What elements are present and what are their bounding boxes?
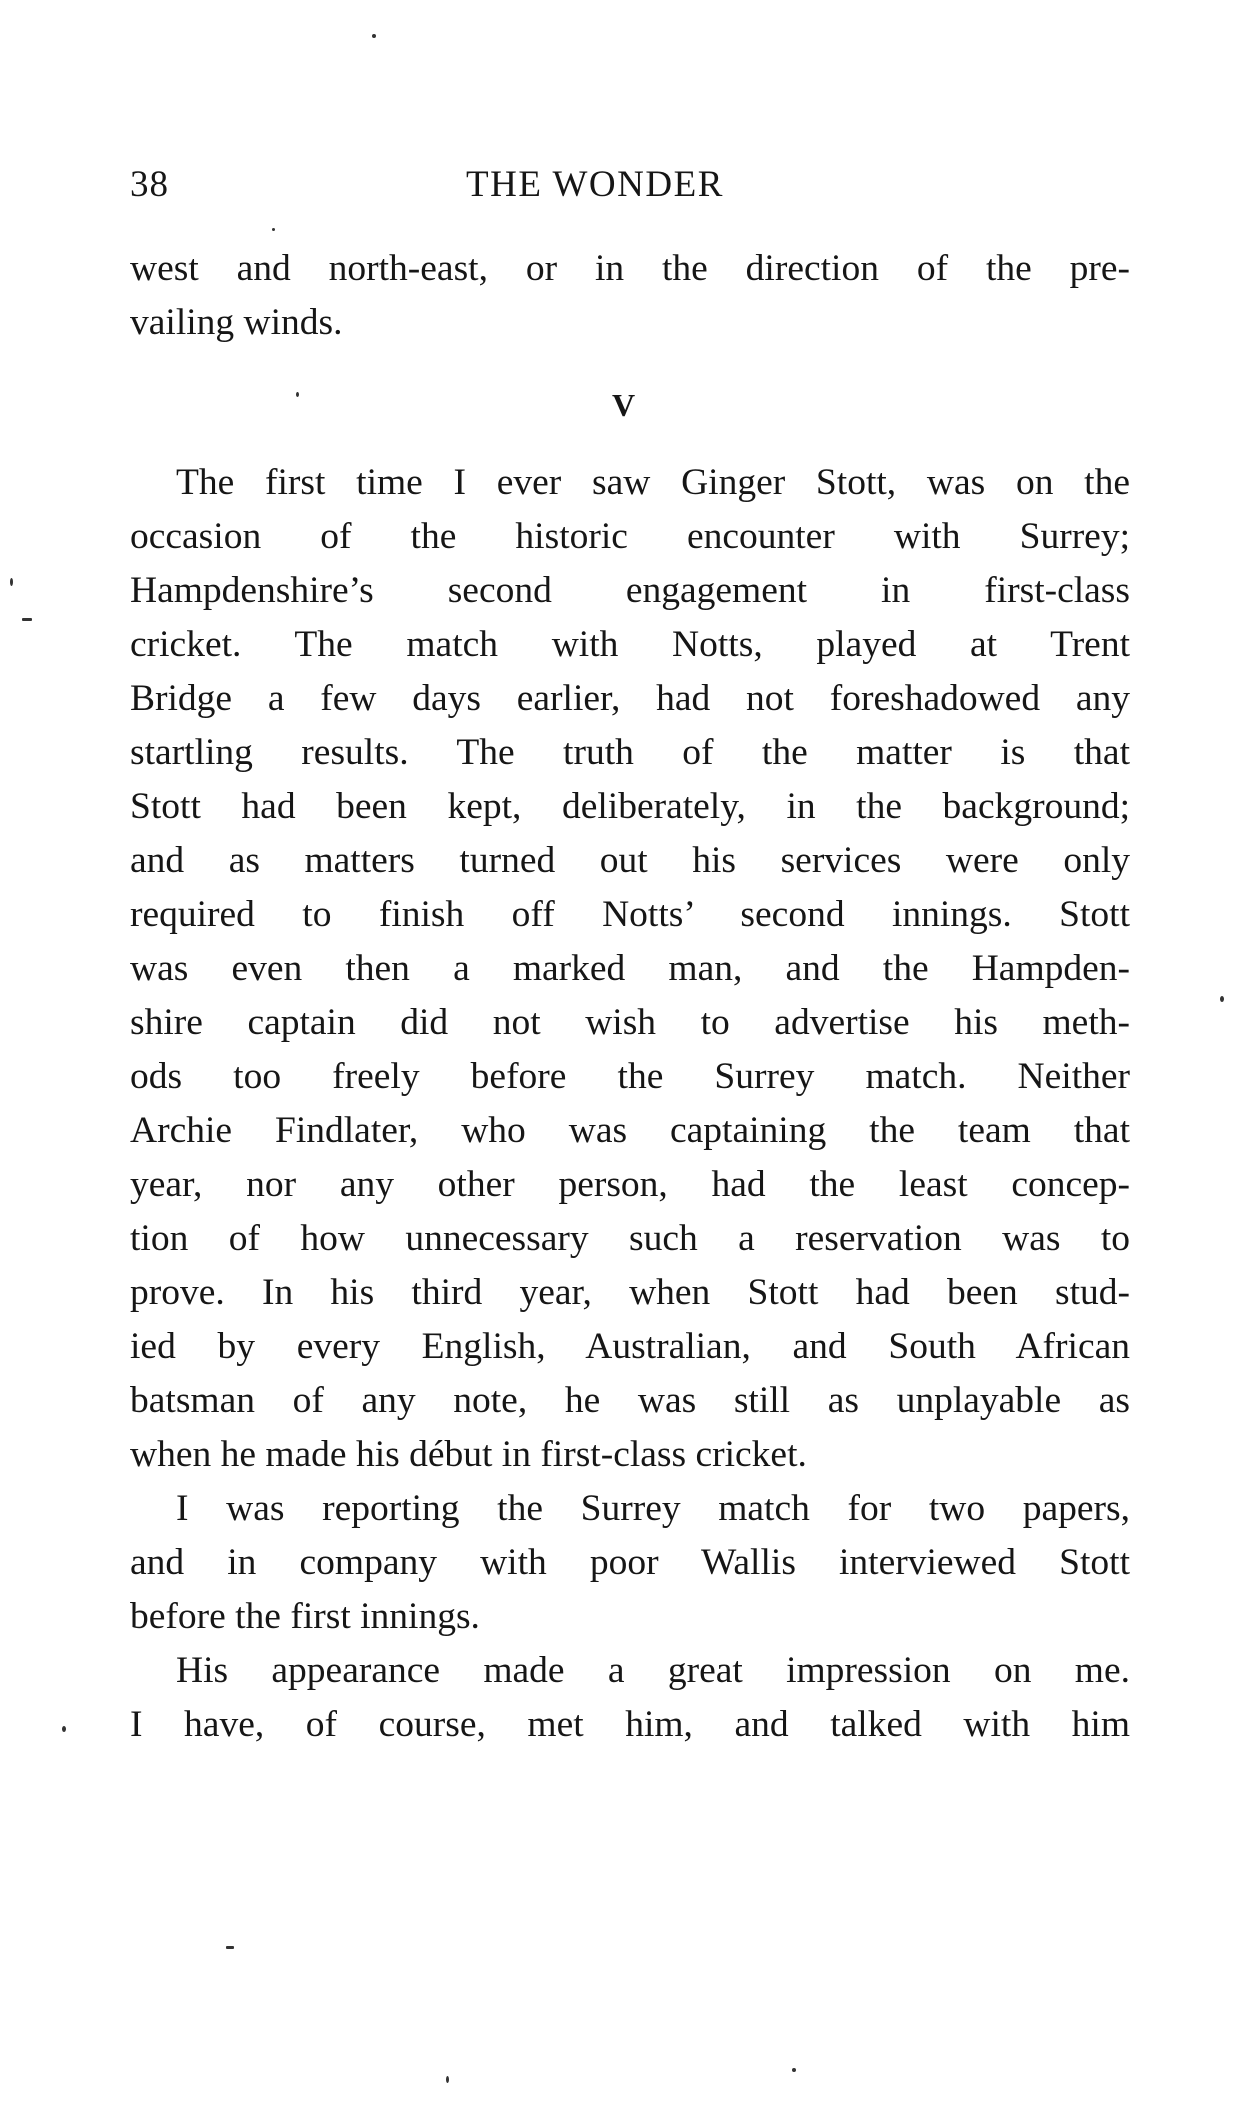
text-line: cricket. The match with Notts, played at Trent [130, 624, 1130, 665]
scan-speck [272, 228, 275, 231]
section-numeral: V [612, 387, 636, 423]
text-line: required to finish off Notts’ second innings. Stott [130, 894, 1130, 935]
text-line: Archie Findlater, who was captaining the team that [130, 1110, 1130, 1151]
text-line: Hampdenshire’s second engagement in first-class [130, 570, 1130, 611]
text-line: Stott had been kept, deliberately, in the background; [130, 786, 1130, 827]
text-line: tion of how unnecessary such a reservation was to [130, 1218, 1130, 1259]
text-line: prove. In his third year, when Stott had been stud- [130, 1272, 1130, 1313]
scan-speck [10, 578, 13, 586]
scan-speck [226, 1946, 234, 1949]
scan-speck [372, 34, 376, 38]
text-line: and in company with poor Wallis interviewed Stott [130, 1542, 1130, 1583]
text-line: shire captain did not wish to advertise his meth- [130, 1002, 1130, 1043]
text-line: ied by every English, Australian, and South African [130, 1326, 1130, 1367]
text-line: vailing winds. [130, 302, 343, 343]
scan-speck [792, 2068, 796, 2072]
page-number: 38 [130, 164, 169, 205]
text-line: before the first innings. [130, 1596, 480, 1637]
text-line: batsman of any note, he was still as unplayable as [130, 1380, 1130, 1421]
text-line: occasion of the historic encounter with Surrey; [130, 516, 1130, 557]
text-line: startling results. The truth of the matter is that [130, 732, 1130, 773]
text-line: His appearance made a great impression on me. [176, 1650, 1130, 1691]
text-line: ods too freely before the Surrey match. Neither [130, 1056, 1130, 1097]
running-title: THE WONDER [466, 164, 724, 205]
text-line: Bridge a few days earlier, had not foreshadowed any [130, 678, 1130, 719]
text-line: when he made his début in first-class cricket. [130, 1434, 807, 1475]
scan-speck [22, 618, 32, 621]
text-line: and as matters turned out his services were only [130, 840, 1130, 881]
scan-speck [1220, 996, 1224, 1002]
scan-speck [62, 1726, 66, 1732]
text-line: west and north-east, or in the direction of the pre- [130, 248, 1130, 289]
text-line: I have, of course, met him, and talked with him [130, 1704, 1130, 1745]
text-line: I was reporting the Surrey match for two papers, [176, 1488, 1130, 1529]
scan-speck [296, 392, 299, 397]
text-line: The first time I ever saw Ginger Stott, was on the [176, 462, 1130, 503]
text-line: was even then a marked man, and the Hampden- [130, 948, 1130, 989]
text-line: year, nor any other person, had the least concep- [130, 1164, 1130, 1205]
scan-speck [446, 2076, 449, 2083]
